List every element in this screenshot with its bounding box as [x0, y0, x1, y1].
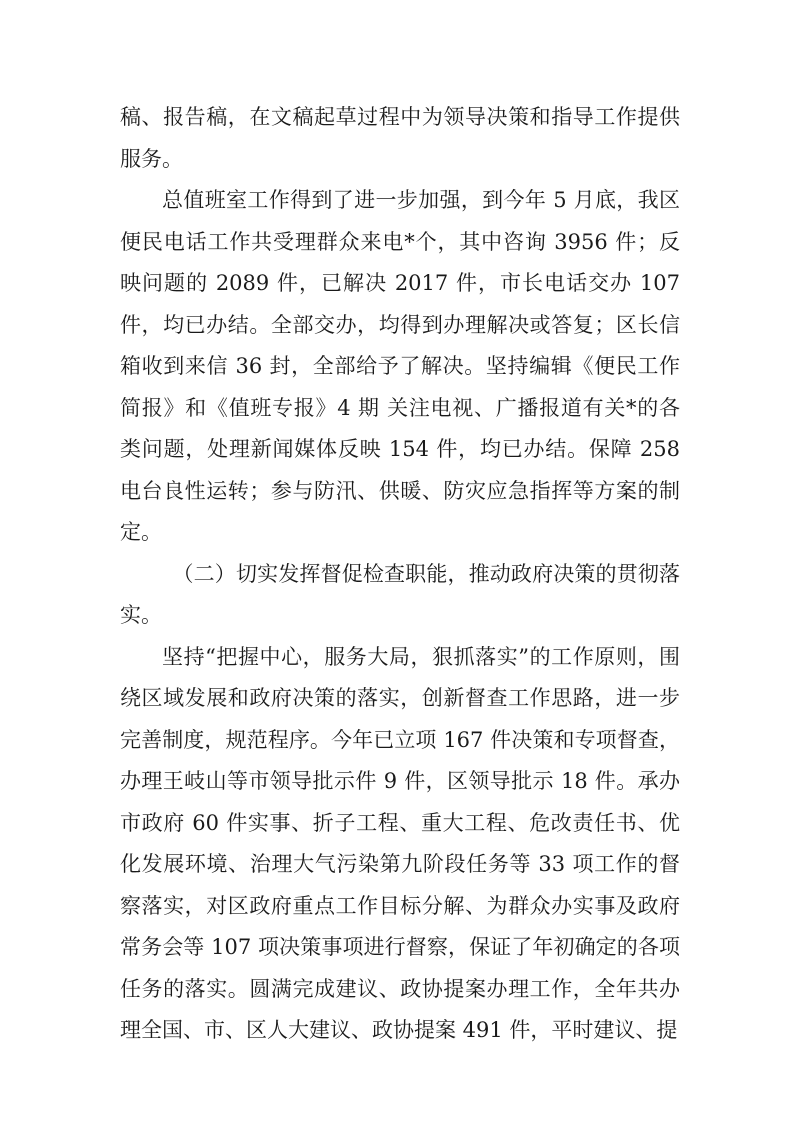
section-heading-supervision: （二）切实发挥督促检查职能，推动政府决策的贯彻落实。: [120, 561, 680, 627]
paragraph-supervision: 坚持“把握中心，服务大局，狠抓落实”的工作原则，围绕区域发展和政府决策的落实，创新督查工作思路，进一步完善制度，规范程序。今年已立项 167 件决策和专项督查，办理王岐山等市领导批示件 9 件，区领导批示 18 件。承办市政府 60 件实事、折子工程、重大工程、危改责任书、优化发展环境、治理大气污染第九阶段任务等 33 项工作的督察落实，对区政府重点工作目标分解、为群众办实事及政府常务会等 107 项决策事项进行督察，保证了年初确定的各项任务的落实。圆满完成建议、政协提案办理工作，全年共办理全国、市、区人大建议、政协提案 491 件，平时建议、提: [120, 644, 680, 1042]
paragraph-continuation: 稿、报告稿，在文稿起草过程中为领导决策和指导工作提供服务。: [120, 105, 680, 171]
paragraph-duty-office: 总值班室工作得到了进一步加强，到今年 5 月底，我区便民电话工作共受理群众来电*个，其中咨询 3956 件；反映问题的 2089 件，已解决 2017 件，市长电话交办 107 件，均已办结。全部交办，均得到办理解决或答复；区长信箱收到来信 36 封，全部给予了解决。坚持编辑《便民工作简报》和《值班专报》4 期 关注电视、广播报道有关*的各类问题，处理新闻媒体反映 154 件，均已办结。保障 258 电台良性运转；参与防汛、供暖、防灾应急指挥等方案的制定。: [120, 188, 680, 544]
document-body: [120, 97, 680, 1052]
